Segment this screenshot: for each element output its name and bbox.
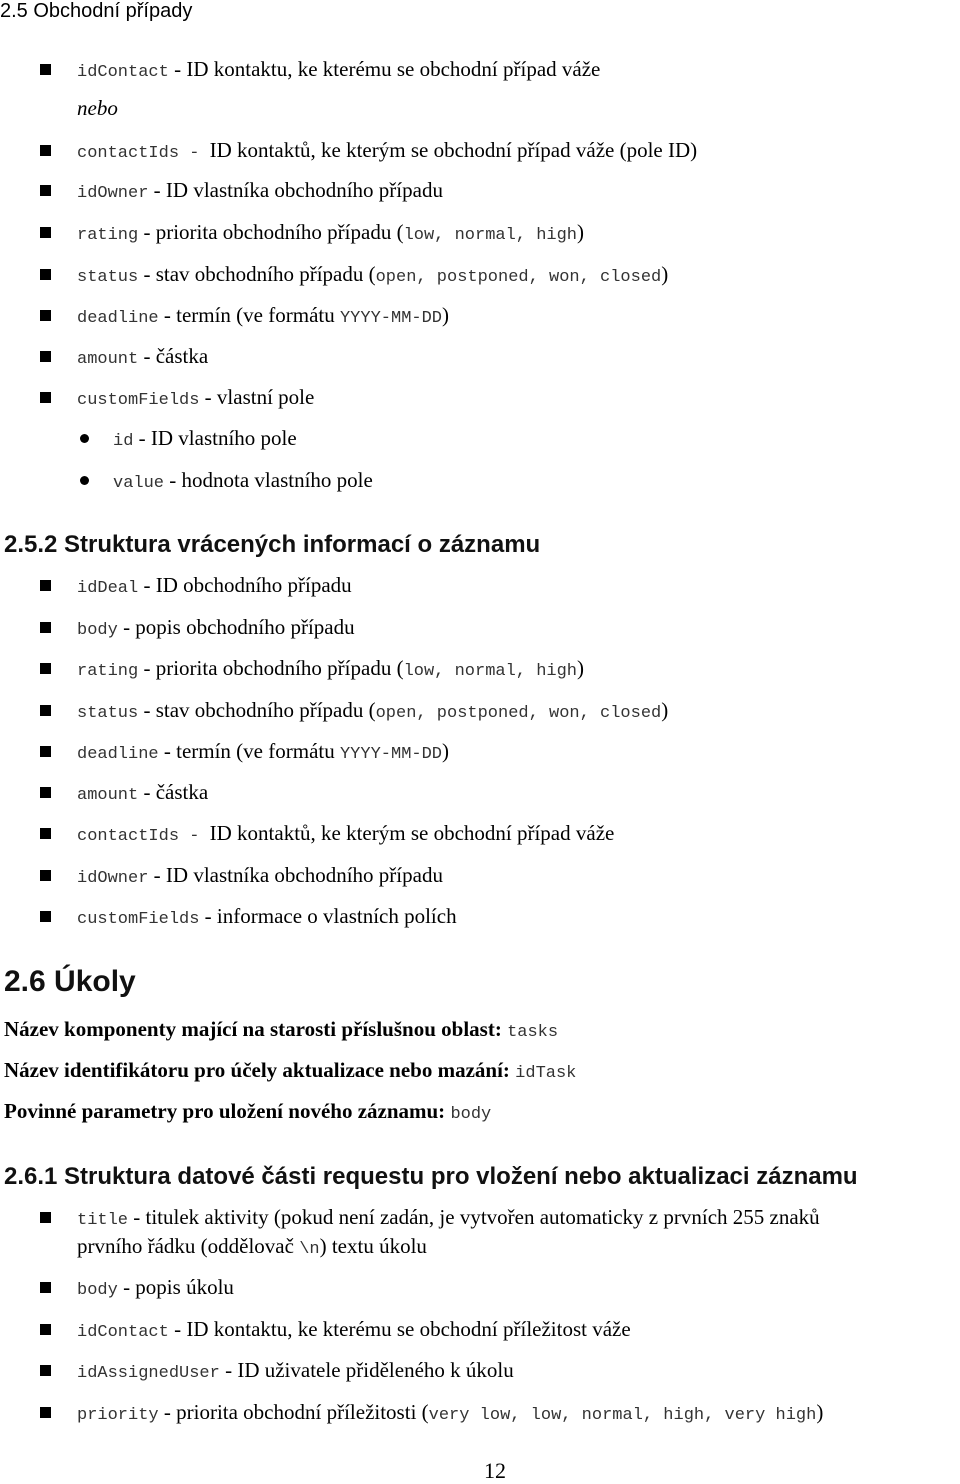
field-code: idContact [77,63,169,82]
info-label: Název identifikátoru pro účely aktualizace nebo mazání: [4,1058,516,1082]
field-desc: - ID kontaktu, ke kterému se obchodní příležitost váže [168,1317,631,1341]
field-code: idOwner [77,184,149,203]
field-desc: - priorita obchodního případu ( [138,220,404,244]
field-code: priority [77,1406,159,1425]
field-desc: - stav obchodního případu ( [138,262,376,286]
field-code: idOwner [77,869,149,888]
field-desc: - ID uživatele přiděleného k úkolu [219,1358,514,1382]
field-tail: ) [577,220,585,244]
field-desc: ID kontaktů, ke kterým se obchodní případ váže (pole ID) [209,138,698,162]
field-desc: - stav obchodního případu ( [138,698,376,722]
square-bullet-icon [40,663,51,674]
field-tail: ) [442,303,450,327]
field-code: amount [77,350,139,369]
field-code: contactIds - [77,144,210,163]
field-desc: - ID vlastníka obchodního případu [148,178,443,202]
field-values: very low, low, normal, high, very high [428,1406,817,1425]
field-desc: - termín (ve formátu [158,739,340,763]
square-bullet-icon [40,870,51,881]
field-desc: - popis obchodního případu [117,615,355,639]
field-code: amount [77,786,139,805]
field-desc: - informace o vlastních polích [199,904,457,928]
section-heading: 2.6.1 Struktura datové části requestu pro vložení nebo aktualizaci záznamu [4,1163,858,1190]
info-label: Název komponenty mající na starosti příslušnou oblast: [4,1017,508,1041]
square-bullet-icon [40,622,51,633]
square-bullet-icon [40,1324,51,1335]
field-desc: - vlastní pole [199,385,315,409]
square-bullet-icon [40,185,51,196]
field-desc: - popis úkolu [117,1275,234,1299]
field-desc: prvního řádku (oddělovač [77,1234,300,1258]
section-heading: 2.6 Úkoly [4,965,136,998]
square-bullet-icon [40,1365,51,1376]
square-bullet-icon [40,746,51,757]
field-desc: - částka [138,780,209,804]
field-values: open, postponed, won, closed [375,704,662,723]
square-bullet-icon [40,392,51,403]
info-line [4,1017,558,1042]
square-bullet-icon [40,227,51,238]
field-desc: - ID obchodního případu [138,573,352,597]
field-values: open, postponed, won, closed [375,268,662,287]
square-bullet-icon [40,911,51,922]
field-code: idAssignedUser [77,1364,220,1383]
field-code: rating [77,662,139,681]
field-code: idDeal [77,579,139,598]
section-heading: 2.5.2 Struktura vrácených informací o záznamu [4,531,541,558]
field-desc: - ID vlastního pole [133,426,297,450]
info-value: tasks [507,1023,559,1042]
square-bullet-icon [40,1212,51,1223]
field-code: deadline [77,309,159,328]
field-code: idContact [77,1323,169,1342]
info-value: idTask [515,1064,577,1083]
field-desc: - hodnota vlastního pole [164,468,373,492]
square-bullet-icon [40,787,51,798]
square-bullet-icon [40,145,51,156]
field-code: title [77,1211,129,1230]
square-bullet-icon [40,705,51,716]
field-code: contactIds - [77,827,210,846]
square-bullet-icon [40,64,51,75]
square-bullet-icon [40,310,51,321]
square-bullet-icon [40,1282,51,1293]
page-number: 12 [484,1458,506,1483]
field-code: body [77,1281,118,1300]
field-desc: - ID vlastníka obchodního případu [148,863,443,887]
round-bullet-icon [80,434,89,443]
field-desc: nebo [77,96,118,120]
field-tail: ) [661,698,669,722]
field-code: id [113,432,134,451]
field-code: deadline [77,745,159,764]
field-code: customFields [77,910,200,929]
field-desc: - priorita obchodního případu ( [138,656,404,680]
field-values: \n [299,1240,320,1259]
square-bullet-icon [40,828,51,839]
field-desc: - priorita obchodní příležitosti ( [158,1400,429,1424]
section-heading: 2.5 Obchodní případy [0,0,193,22]
field-code: customFields [77,391,200,410]
field-desc: - ID kontaktu, ke kterému se obchodní případ váže [168,57,601,81]
field-values: low, normal, high [403,226,578,245]
square-bullet-icon [40,1407,51,1418]
field-code: value [113,474,165,493]
field-tail: ) [661,262,669,286]
info-label: Povinné parametry pro uložení nového záznamu: [4,1099,451,1123]
field-desc: - termín (ve formátu [158,303,340,327]
field-tail: ) textu úkolu [319,1234,427,1258]
field-desc: - titulek aktivity (pokud není zadán, je vytvořen automaticky z prvních 255 znaků [128,1205,820,1229]
info-line [4,1099,491,1124]
field-desc: ID kontaktů, ke kterým se obchodní případ váže [209,821,615,845]
field-values: low, normal, high [403,662,578,681]
square-bullet-icon [40,580,51,591]
field-tail: ) [577,656,585,680]
field-values: YYYY-MM-DD [339,745,443,764]
field-desc: - částka [138,344,209,368]
square-bullet-icon [40,269,51,280]
field-tail: ) [442,739,450,763]
round-bullet-icon [80,476,89,485]
field-tail: ) [816,1400,824,1424]
field-code: status [77,704,139,723]
square-bullet-icon [40,351,51,362]
field-values: YYYY-MM-DD [339,309,443,328]
field-code: status [77,268,139,287]
info-value: body [450,1105,492,1124]
info-line [4,1058,576,1083]
field-code: body [77,621,118,640]
field-code: rating [77,226,139,245]
